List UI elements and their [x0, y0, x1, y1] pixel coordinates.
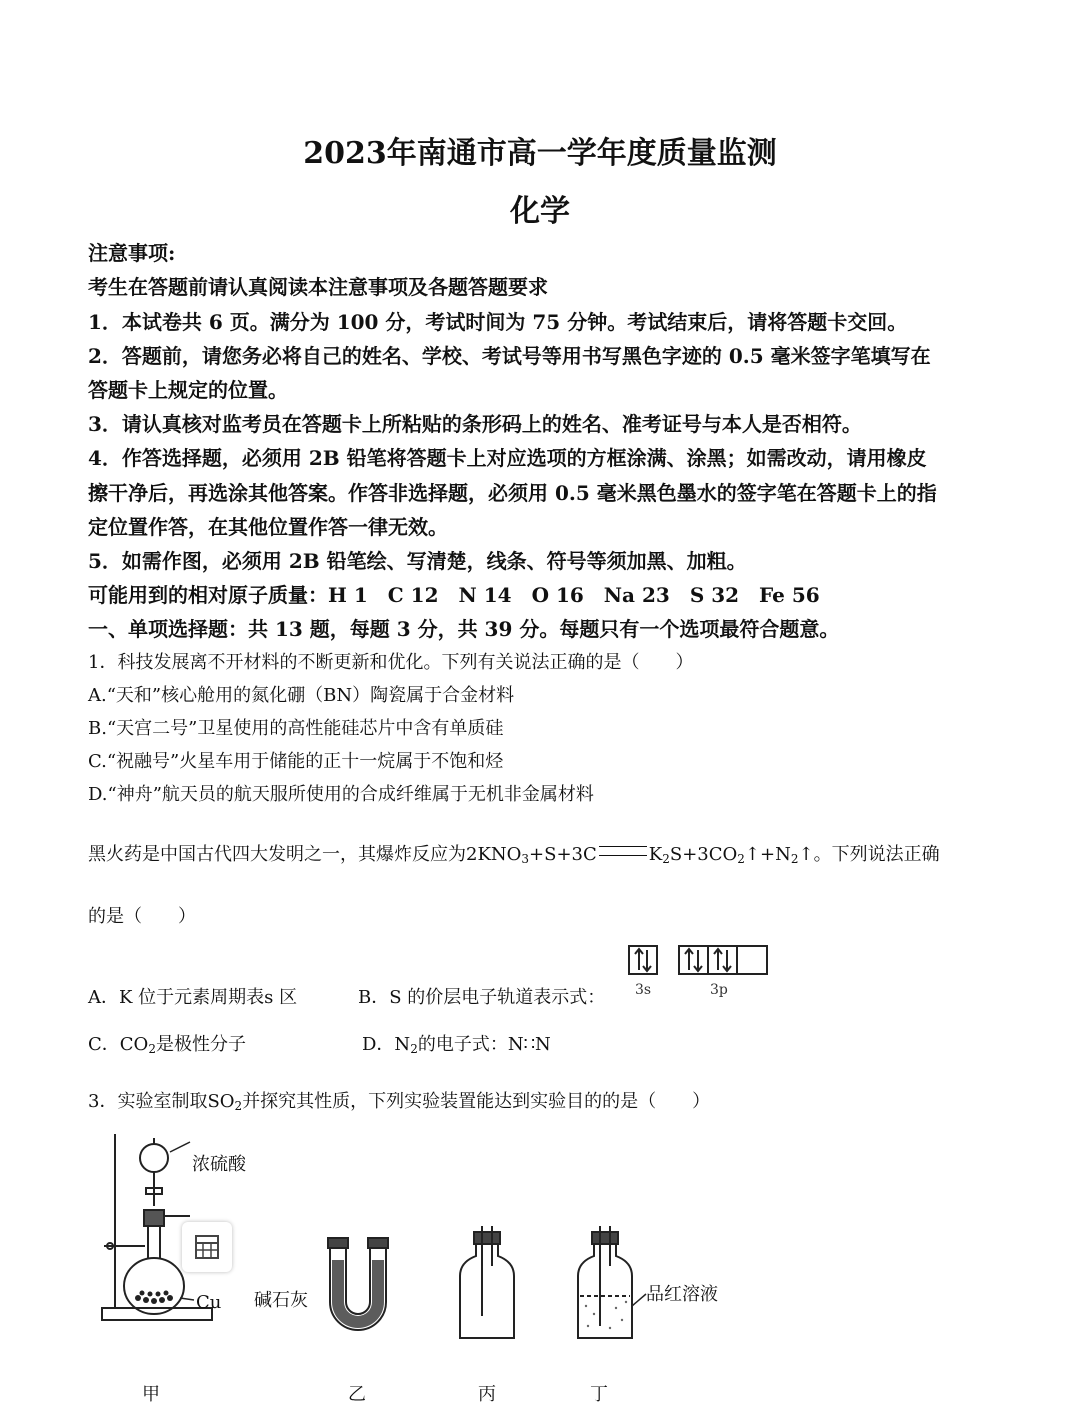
label-cu: Cu [196, 1292, 222, 1313]
eq-sub: 2 [662, 852, 670, 866]
orbital-box-3s [629, 946, 657, 974]
q1-option-d: D.“神舟”航天员的航天服所使用的合成纤维属于无机非金属材料 [88, 784, 594, 805]
eq-part: K [648, 844, 663, 865]
caption-bing: 丙 [478, 1384, 496, 1405]
opt-text: C．CO [88, 1034, 149, 1055]
electron-pair-icon [714, 949, 731, 971]
q3-text: 3．实验室制取SO [88, 1091, 235, 1112]
label-conc-sulfuric-acid: 浓硫酸 [192, 1154, 246, 1175]
notice-item: 5．如需作图，必须用 2B 铅笔绘、写清楚，线条、符号等须加黑、加粗。 [88, 549, 747, 573]
eq-part: ↑+N [744, 844, 791, 865]
orbital-box-3p [679, 946, 767, 974]
apparatus-yi [320, 1230, 400, 1340]
opt-sub: 2 [410, 1042, 418, 1056]
q2-option-d [362, 1030, 551, 1056]
orbital-label-3s: 3s [635, 982, 652, 998]
atomic-masses: 可能用到的相对原子质量：H 1 C 12 N 14 O 16 Na 23 S 32 Fe 56 [88, 583, 820, 607]
page-title: 2023年南通市高一学年度质量监测 [303, 136, 777, 171]
q3-sub: 2 [234, 1099, 243, 1113]
notice-item: 擦干净后，再选涂其他答案。作答非选择题，必须用 0.5 毫米黑色墨水的签字笔在答题卡上的指 [88, 481, 937, 505]
q1-stem: 1．科技发展离不开材料的不断更新和优化。下列有关说法正确的是（ ） [88, 652, 694, 673]
caption-jia: 甲 [142, 1384, 160, 1405]
opt-text: 的电子式：N∷N [417, 1034, 551, 1055]
opt-text: D．N [362, 1034, 411, 1055]
label-soda-lime: 碱石灰 [254, 1290, 308, 1311]
eq-sub: 2 [737, 852, 745, 866]
q2-stem-text: 。下列说法正确 [813, 844, 940, 865]
orbital-label-3p: 3p [710, 982, 728, 998]
notice-item: 答题卡上规定的位置。 [88, 378, 288, 402]
notice-item: 4．作答选择题，必须用 2B 铅笔将答题卡上对应选项的方框涂满、涂黑；如需改动，请用橡皮 [88, 446, 927, 470]
opt-text: 是极性分子 [155, 1034, 246, 1055]
equals-sign [599, 846, 647, 856]
q2-stem-end: 的是（ ） [88, 906, 196, 927]
label-magenta-solution: 品红溶液 [646, 1284, 718, 1305]
electron-pair-icon [635, 949, 651, 971]
notice-heading: 注意事项: [88, 241, 176, 265]
notice-item: 定位置作答，在其他位置作答一律无效。 [88, 515, 448, 539]
eq-part: 2KNO [466, 844, 522, 865]
solution-dots [585, 1301, 627, 1329]
opt-sub: 2 [148, 1042, 156, 1056]
notice-item: 2．答题前，请您务必将自己的姓名、学校、考试号等用书写黑色字迹的 0.5 毫米签字笔填写在 [88, 344, 931, 368]
eq-sub: 3 [521, 852, 530, 866]
q1-option-a: A.“天和”核心舱用的氮化硼（BN）陶瓷属于合金材料 [88, 685, 515, 706]
apparatus-ding [570, 1226, 640, 1346]
apparatus-bing [452, 1226, 522, 1346]
electron-pair-icon [685, 949, 702, 971]
q2-stem-text: 黑火药是中国古代四大发明之一，其爆炸反应为 [88, 844, 466, 865]
copper-pieces [135, 1291, 173, 1305]
eq-part: +S+3C [529, 844, 597, 865]
orbital-diagram [628, 944, 768, 1000]
eq-part: ↑ [798, 844, 814, 865]
subject-title: 化学 [510, 194, 570, 229]
notice-intro: 考生在答题前请认真阅读本注意事项及各题答题要求 [88, 275, 548, 299]
caption-yi: 乙 [348, 1384, 366, 1405]
table-overlay-icon[interactable] [182, 1222, 232, 1272]
eq-part: S+3CO [669, 844, 738, 865]
q1-option-c: C.“祝融号”火星车用于储能的正十一烷属于不饱和烃 [88, 751, 504, 772]
reaction-equation [466, 844, 814, 865]
caption-ding: 丁 [590, 1384, 608, 1405]
q2-option-a: A．K 位于元素周期表s 区 [88, 987, 298, 1008]
q3-text: 并探究其性质，下列实验装置能达到实验目的的是（ ） [242, 1091, 711, 1112]
q3-stem [88, 1087, 710, 1113]
q2-stem [88, 840, 940, 866]
notice-item: 1．本试卷共 6 页。满分为 100 分，考试时间为 75 分钟。考试结束后，请将答题卡交回。 [88, 310, 908, 334]
section-heading: 一、单项选择题：共 13 题，每题 3 分，共 39 分。每题只有一个选项最符合题意。 [88, 617, 840, 641]
q2-option-b: B．S 的价层电子轨道表示式： [358, 987, 606, 1008]
q1-option-b: B.“天宫二号”卫星使用的高性能硅芯片中含有单质硅 [88, 718, 504, 739]
eq-sub: 2 [790, 852, 799, 866]
notice-item: 3．请认真核对监考员在答题卡上所粘贴的条形码上的姓名、准考证号与本人是否相符。 [88, 412, 862, 436]
q2-option-c [88, 1030, 246, 1056]
